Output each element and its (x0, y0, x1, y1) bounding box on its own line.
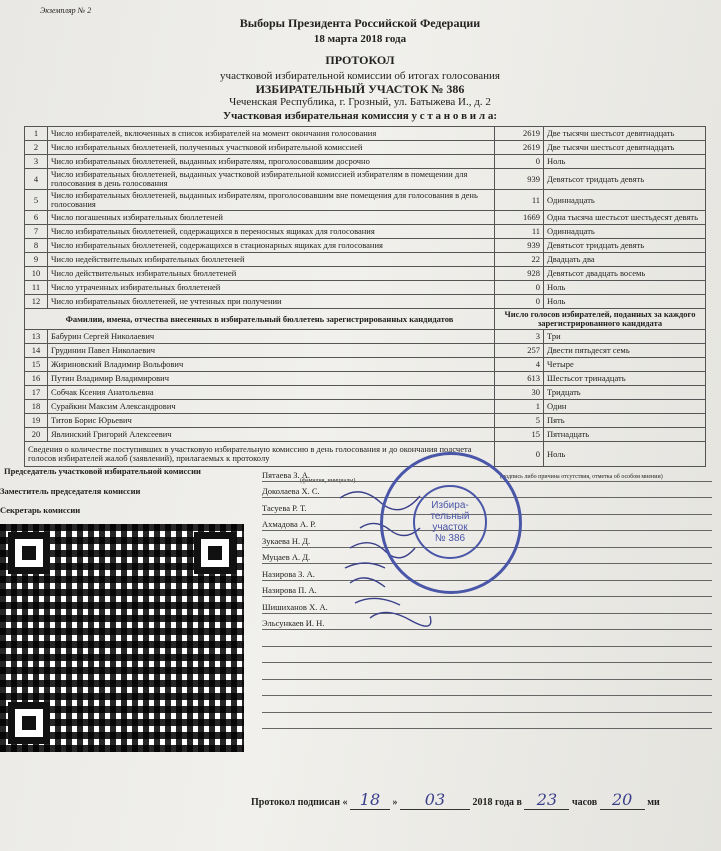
signed-quote: » (392, 797, 398, 808)
qr-finder (8, 702, 50, 744)
row-number: 2 (25, 141, 48, 155)
signed-month: 03 (400, 790, 470, 810)
deputy-label: Заместитель председателя комиссии (0, 486, 141, 496)
row-number: 8 (25, 239, 48, 253)
row-label: Число избирателей, включенных в список избирателей на момент окончания голосования (48, 127, 495, 141)
district-title: ИЗБИРАТЕЛЬНЫЙ УЧАСТОК № 386 (255, 82, 465, 96)
row-value: 928 (495, 267, 544, 281)
qr-finder (8, 532, 50, 574)
table-row (25, 190, 706, 211)
results-table (24, 126, 706, 467)
complaints-value: 0 (495, 442, 544, 467)
row-label: Число действительных избирательных бюллетеней (48, 267, 495, 281)
row-label: Число избирательных бюллетеней, полученных участковой избирательной комиссией (48, 141, 495, 155)
chair-label: Председатель участковой избирательной комиссии (4, 466, 201, 476)
candidate-votes: 3 (495, 330, 544, 344)
row-label: Число недействительных избирательных бюллетеней (48, 253, 495, 267)
row-number: 3 (25, 155, 48, 169)
row-label: Число избирательных бюллетеней, выданных избирателям, проголосовавшим досрочно (48, 155, 495, 169)
candidate-name: Сурайкин Максим Александрович (48, 400, 495, 414)
row-number: 13 (25, 330, 48, 344)
established-line: Участковая избирательная комиссия у с т а н о в и л а: (223, 110, 497, 122)
row-value: 11 (495, 225, 544, 239)
candidates-header-right: Число голосов избирателей, поданных за каждого зарегистрированного кандидата (495, 309, 706, 330)
row-label: Число избирательных бюллетеней, содержащихся в стационарных ящиках для голосования (48, 239, 495, 253)
stamp-line: тельный (430, 511, 470, 522)
row-label: Число погашенных избирательных бюллетеней (48, 211, 495, 225)
row-words: Ноль (544, 281, 706, 295)
row-words: Девятьсот тридцать девять (544, 169, 706, 190)
signed-minutes-text: ми (647, 797, 660, 808)
row-number: 12 (25, 295, 48, 309)
signed-minute: 20 (600, 790, 645, 810)
candidate-row (25, 344, 706, 358)
table-row (25, 211, 706, 225)
election-title: Выборы Президента Российской Федерации (239, 16, 481, 30)
candidate-row (25, 400, 706, 414)
row-label: Число утраченных избирательных бюллетеней (48, 281, 495, 295)
table-row (25, 127, 706, 141)
candidate-votes-words: Три (544, 330, 706, 344)
member-name: Эльсункаев И. Н. (262, 618, 325, 628)
member-name: Муцаев А. Д. (262, 552, 311, 562)
candidate-votes-words: Четыре (544, 358, 706, 372)
secretary-label: Секретарь комиссии (0, 505, 81, 515)
document-title: ПРОТОКОЛ (325, 53, 395, 67)
row-number: 1 (25, 127, 48, 141)
candidates-header-left: Фамилии, имена, отчества внесенных в избирательный бюллетень зарегистрированных кандидатов (25, 309, 495, 330)
table-row (25, 267, 706, 281)
row-number: 4 (25, 169, 48, 190)
copy-label: Экземпляр № 2 (40, 6, 92, 15)
stamp-line: Избира- (431, 500, 469, 511)
blank-row (262, 713, 712, 730)
signed-line (251, 790, 660, 810)
row-number: 11 (25, 281, 48, 295)
row-label: Число избирательных бюллетеней, выданных избирателям, проголосовавшим вне помещения для голосования в день голосования (48, 190, 495, 211)
row-label: Число избирательных бюллетеней, не учтенных при получении (48, 295, 495, 309)
table-row (25, 239, 706, 253)
member-name: Ахмадова А. Р. (262, 519, 317, 529)
reason-hint: (подпись либо причина отсутствия, отметка об особом мнении) (500, 474, 663, 480)
row-label: Число избирательных бюллетеней, содержащихся в переносных ящиках для голосования (48, 225, 495, 239)
table-row (25, 253, 706, 267)
table-row (25, 141, 706, 155)
stamp-line: участок (432, 522, 468, 533)
candidate-name: Явлинский Григорий Алексеевич (48, 428, 495, 442)
row-value: 2619 (495, 127, 544, 141)
row-number: 6 (25, 211, 48, 225)
qr-code (0, 524, 244, 752)
row-label: Число избирательных бюллетеней, выданных участковой избирательной комиссией избирателям в помещении для голосования в день голосования (48, 169, 495, 190)
candidate-votes-words: Один (544, 400, 706, 414)
row-value: 939 (495, 239, 544, 253)
row-value: 1669 (495, 211, 544, 225)
candidate-votes-words: Двести пятьдесят семь (544, 344, 706, 358)
candidate-votes-words: Шестьсот тринадцать (544, 372, 706, 386)
row-value: 22 (495, 253, 544, 267)
candidate-name: Титов Борис Юрьевич (48, 414, 495, 428)
candidate-votes: 15 (495, 428, 544, 442)
commission-stamp (380, 452, 522, 594)
signed-year-text: 2018 года в (472, 797, 522, 808)
blank-row (262, 663, 712, 680)
candidate-votes-words: Пятнадцать (544, 428, 706, 442)
row-number: 10 (25, 267, 48, 281)
row-number: 9 (25, 253, 48, 267)
fio-hint: (фамилия, инициалы) (300, 478, 356, 484)
candidate-votes: 5 (495, 414, 544, 428)
row-value: 0 (495, 281, 544, 295)
blank-row (262, 696, 712, 713)
candidate-name: Собчак Ксения Анатольевна (48, 386, 495, 400)
table-row (25, 225, 706, 239)
row-number: 7 (25, 225, 48, 239)
qr-finder (194, 532, 236, 574)
row-number: 18 (25, 400, 48, 414)
complaints-row (25, 442, 706, 467)
member-name: Назирова З. А. (262, 568, 315, 579)
candidate-row (25, 414, 706, 428)
member-name: Назирова П. А. (262, 585, 317, 595)
signed-text: Протокол подписан « (251, 797, 348, 808)
row-number: 14 (25, 344, 48, 358)
member-name: Доколаева Х. С. (262, 486, 320, 496)
candidate-votes-words: Тридцать (544, 386, 706, 400)
row-words: Ноль (544, 295, 706, 309)
blank-row (262, 647, 712, 664)
member-name: Пятаева З. А. (262, 469, 310, 480)
table-row (25, 281, 706, 295)
candidate-row (25, 358, 706, 372)
candidate-votes: 257 (495, 344, 544, 358)
row-number: 16 (25, 372, 48, 386)
district-address: Чеченская Республика, г. Грозный, ул. Батыжева И., д. 2 (229, 96, 491, 108)
table-row (25, 169, 706, 190)
signed-hours-text: часов (571, 797, 598, 808)
member-name: Шишиханов Х. А. (262, 601, 328, 612)
row-words: Одиннадцать (544, 190, 706, 211)
complaints-label: Сведения о количестве поступивших в участковую избирательную комиссию в день голосования и до окончания подсчета голосов избирателей жалоб (заявлений), прилагаемых к протоколу (25, 442, 495, 467)
stamp-center (413, 485, 487, 559)
candidate-row (25, 372, 706, 386)
row-number: 5 (25, 190, 48, 211)
candidate-name: Бабурин Сергей Николаевич (48, 330, 495, 344)
complaints-words: Ноль (544, 442, 706, 467)
candidate-name: Жириновский Владимир Вольфович (48, 358, 495, 372)
table-row (25, 155, 706, 169)
row-words: Одиннадцать (544, 225, 706, 239)
member-name: Зукаева Н. Д. (262, 535, 311, 546)
row-number: 19 (25, 414, 48, 428)
table-row (25, 295, 706, 309)
row-words: Девятьсот двадцать восемь (544, 267, 706, 281)
member-name: Тасуева Р. Т. (262, 502, 307, 513)
stamp-line: № 386 (434, 533, 466, 544)
candidate-votes: 4 (495, 358, 544, 372)
candidate-name: Путин Владимир Владимирович (48, 372, 495, 386)
candidate-votes: 30 (495, 386, 544, 400)
document-subtitle: участковой избирательной комиссии об итогах голосования (220, 70, 500, 82)
row-value: 939 (495, 169, 544, 190)
row-words: Две тысячи шестьсот девятнадцать (544, 127, 706, 141)
blank-row (262, 680, 712, 697)
candidate-row (25, 386, 706, 400)
row-words: Две тысячи шестьсот девятнадцать (544, 141, 706, 155)
row-value: 0 (495, 295, 544, 309)
row-value: 2619 (495, 141, 544, 155)
signed-hour: 23 (524, 790, 569, 810)
row-words: Одна тысяча шестьсот шестьдесят девять (544, 211, 706, 225)
row-number: 15 (25, 358, 48, 372)
row-words: Девятьсот тридцать девять (544, 239, 706, 253)
candidate-votes: 1 (495, 400, 544, 414)
candidates-header-row (25, 309, 706, 330)
row-value: 0 (495, 155, 544, 169)
row-number: 20 (25, 428, 48, 442)
row-words: Двадцать два (544, 253, 706, 267)
election-date: 18 марта 2018 года (313, 33, 407, 45)
candidate-row (25, 428, 706, 442)
row-value: 11 (495, 190, 544, 211)
candidate-votes: 613 (495, 372, 544, 386)
signed-day: 18 (350, 790, 390, 810)
row-words: Ноль (544, 155, 706, 169)
row-number: 17 (25, 386, 48, 400)
candidate-votes-words: Пять (544, 414, 706, 428)
candidate-row (25, 330, 706, 344)
candidate-name: Грудинин Павел Николаевич (48, 344, 495, 358)
